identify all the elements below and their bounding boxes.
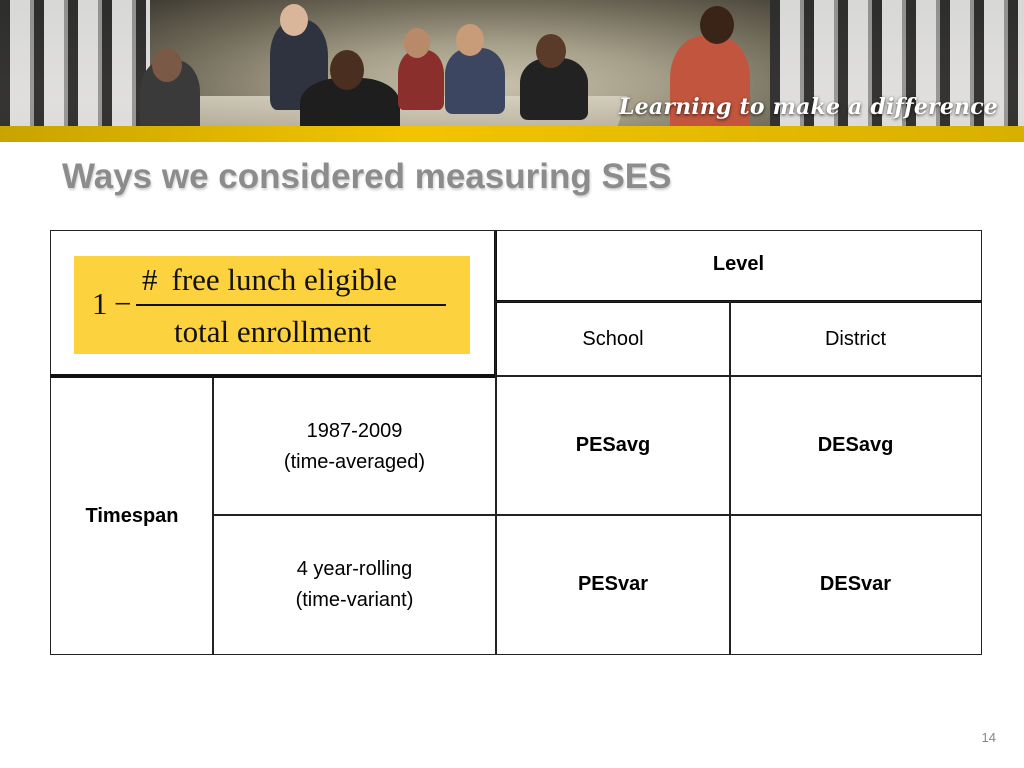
school-column-header: School [495,301,731,377]
student-head [536,34,566,68]
timespan-note: (time-averaged) [283,450,426,473]
formula-denominator: total enrollment [174,314,372,349]
level-header: Level [495,230,982,303]
school-measure-cell: PESavg [495,375,731,516]
fraction-bar [136,304,446,306]
formula-numerator-text: free lunch eligible [171,262,398,297]
formula-numerator [142,258,397,302]
window-blinds-right [770,0,1024,142]
formula-hash: # [142,262,158,297]
student-head [152,48,182,82]
student-figure [398,50,444,110]
timespan-row-label [212,375,497,516]
timespan-range: 4 year-rolling [296,557,413,580]
district-measure-cell: DESvar [729,514,982,655]
timespan-range: 1987-2009 [306,419,403,442]
formula-minus: − [114,286,132,321]
formula-cell [50,230,497,377]
district-column-header: District [729,301,982,377]
ses-measures-table [50,230,982,655]
formula-one: 1 [92,286,108,321]
window-blinds-left [0,0,150,142]
header-banner [0,0,1024,142]
timespan-label: Timespan [50,375,214,655]
student-head [404,28,430,58]
student-head [330,50,364,90]
student-figure [445,48,505,114]
ses-formula [74,256,470,354]
slide-title: Ways we considered measuring SES [62,157,672,196]
banner-accent-strip [0,126,1024,142]
student-head [280,4,308,36]
timespan-row-label [212,514,497,655]
timespan-note: (time-variant) [295,588,414,611]
school-measure-cell: PESvar [495,514,731,655]
student-head [456,24,484,56]
teacher-head [700,6,734,44]
banner-tagline: Learning to make a difference [619,94,998,120]
district-measure-cell: DESavg [729,375,982,516]
page-number: 14 [981,730,996,745]
